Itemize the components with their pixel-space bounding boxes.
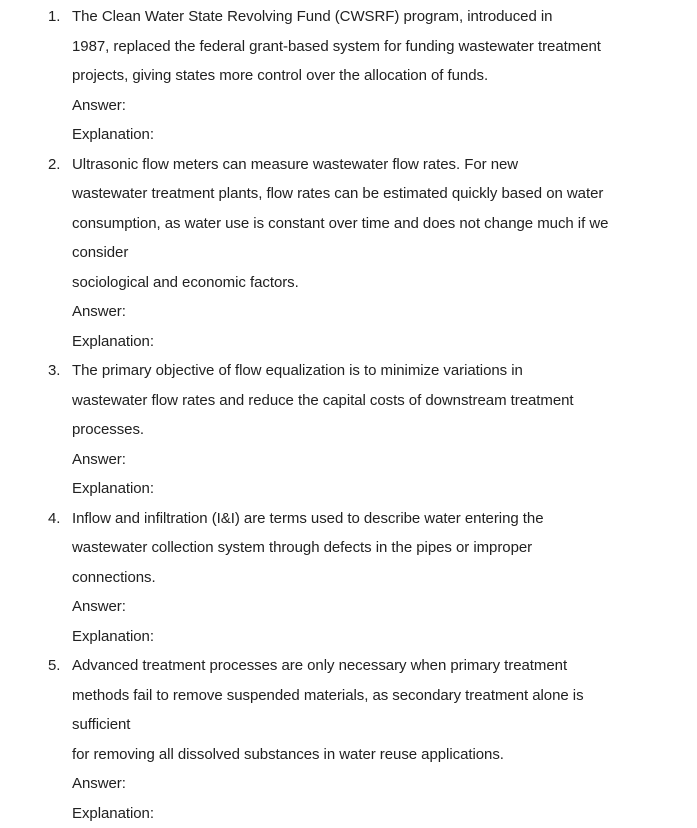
question-text-line: projects, giving states more control over the allocation of funds. [72, 61, 673, 91]
answer-label: Answer: [72, 297, 673, 327]
explanation-label: Explanation: [72, 327, 673, 357]
question-item-1 [48, 2, 673, 150]
question-text-line: 1987, replaced the federal grant-based system for funding wastewater treatment [72, 32, 673, 62]
question-body [72, 2, 673, 150]
explanation-label: Explanation: [72, 622, 673, 652]
explanation-label: Explanation: [72, 120, 673, 150]
question-number: 3. [48, 356, 72, 386]
question-body [72, 504, 673, 652]
question-body [72, 356, 673, 504]
question-text-line: sociological and economic factors. [72, 268, 673, 298]
question-text-line: Advanced treatment processes are only necessary when primary treatment [72, 651, 673, 681]
answer-label: Answer: [72, 769, 673, 799]
question-text-line: Ultrasonic flow meters can measure wastewater flow rates. For new [72, 150, 673, 180]
question-number: 2. [48, 150, 72, 180]
question-text-line: Inflow and infiltration (I&I) are terms used to describe water entering the [72, 504, 673, 534]
question-text-line: wastewater treatment plants, flow rates can be estimated quickly based on water [72, 179, 673, 209]
question-body [72, 150, 673, 357]
question-item-5 [48, 651, 673, 828]
question-item-4 [48, 504, 673, 652]
question-body [72, 651, 673, 828]
question-text-line: connections. [72, 563, 673, 593]
question-text-line: methods fail to remove suspended materials, as secondary treatment alone is [72, 681, 673, 711]
explanation-label: Explanation: [72, 474, 673, 504]
question-text-line: consider [72, 238, 673, 268]
answer-label: Answer: [72, 592, 673, 622]
question-text-line: consumption, as water use is constant over time and does not change much if we [72, 209, 673, 239]
question-number: 4. [48, 504, 72, 534]
question-text-line: processes. [72, 415, 673, 445]
question-text-line: for removing all dissolved substances in water reuse applications. [72, 740, 673, 770]
question-text-line: The primary objective of flow equalization is to minimize variations in [72, 356, 673, 386]
answer-label: Answer: [72, 91, 673, 121]
question-text-line: sufficient [72, 710, 673, 740]
question-item-3 [48, 356, 673, 504]
question-number: 1. [48, 2, 72, 32]
explanation-label: Explanation: [72, 799, 673, 828]
question-text-line: wastewater collection system through defects in the pipes or improper [72, 533, 673, 563]
question-text-line: wastewater flow rates and reduce the capital costs of downstream treatment [72, 386, 673, 416]
answer-label: Answer: [72, 445, 673, 475]
question-number: 5. [48, 651, 72, 681]
question-item-2 [48, 150, 673, 357]
question-text-line: The Clean Water State Revolving Fund (CWSRF) program, introduced in [72, 2, 673, 32]
